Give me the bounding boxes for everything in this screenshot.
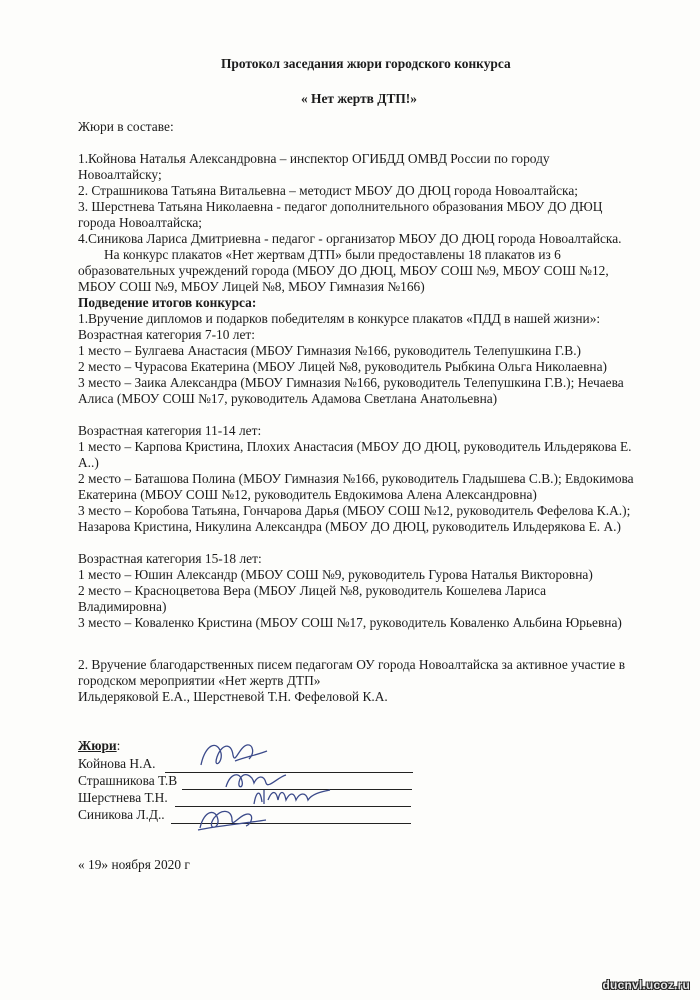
award-line: 3 место – Коваленко Кристина (МБОУ СОШ №17, руководитель Коваленко Альбина Юрьевна) [78, 615, 622, 630]
signatory-name: Койнова Н.А. [78, 756, 156, 771]
section2-line: городском мероприятии «Нет жертв ДТП» [78, 673, 321, 688]
document-date: « 19» ноября 2020 г [78, 857, 190, 872]
intro-paragraph-line: На конкурс плакатов «Нет жертвам ДТП» были предоставлены 18 плакатов из 6 [104, 247, 561, 262]
award-line: Алиса (МБОУ СОШ №17, руководитель Адамова Светлана Анатольевна) [78, 391, 498, 406]
award-line: Екатерина (МБОУ СОШ №12, руководитель Евдокимова Алена Александровна) [78, 487, 537, 502]
award-line: 1 место – Карпова Кристина, Плохих Анастасия (МБОУ ДО ДЮЦ, руководитель Ильдерякова Е. [78, 439, 632, 454]
signature-scribble-sinikova [192, 800, 272, 836]
category-title: Возрастная категория 15-18 лет: [78, 551, 262, 566]
award-line: 3 место – Коробова Татьяна, Гончарова Дарья (МБОУ СОШ №12, руководитель Фефелова К.А.); [78, 503, 631, 518]
section2-line: Ильдеряковой Е.А., Шерстневой Т.Н. Фефеловой К.А. [78, 689, 388, 704]
jury-member-line: 3. Шерстнева Татьяна Николаевна - педагог дополнительного образования МБОУ ДО ДЮЦ [78, 199, 603, 214]
jury-intro: Жюри в составе: [78, 119, 174, 134]
signatures-heading [78, 738, 120, 754]
jury-member-line: 2. Страшникова Татьяна Витальевна – методист МБОУ ДО ДЮЦ города Новоалтайска; [78, 183, 579, 198]
award-line: 2 место – Баташова Полина (МБОУ Гимназия №166, руководитель Гладышева С.В.); Евдокимова [78, 471, 634, 486]
award-line: 3 место – Заика Александра (МБОУ Гимназия №166, руководитель Телепушкина Г.В.); Нечаева [78, 375, 624, 390]
award-line: 1 место – Булгаева Анастасия (МБОУ Гимназия №166, руководитель Телепушкина Г.В.) [78, 343, 582, 358]
signatures-heading-label: Жюри [78, 738, 117, 753]
award-line: А..) [78, 455, 99, 470]
signatures-heading-colon: : [116, 738, 121, 753]
signatory-name: Шерстнева Т.Н. [78, 790, 168, 805]
section1-heading: 1.Вручение дипломов и подарков победителям в конкурсе плакатов «ПДД в нашей жизни»: [78, 311, 601, 326]
document-title: Протокол заседания жюри городского конкурса [221, 56, 511, 71]
category-title: Возрастная категория 11-14 лет: [78, 423, 262, 438]
signatory-name: Синикова Л.Д.. [78, 807, 165, 822]
jury-member-line: Новоалтайску; [78, 167, 162, 182]
jury-member-line: 4.Синикова Лариса Дмитриевна - педагог - организатор МБОУ ДО ДЮЦ города Новоалтайска. [78, 231, 622, 246]
award-line: 2 место – Красноцветова Вера (МБОУ Лицей №8, руководитель Кошелева Лариса [78, 583, 547, 598]
results-heading: Подведение итогов конкурса: [78, 295, 257, 310]
jury-member-line: 1.Койнова Наталья Александровна – инспектор ОГИБДД ОМВД России по городу [78, 151, 550, 166]
jury-member-line: города Новоалтайска; [78, 215, 203, 230]
award-line: 1 место – Юшин Александр (МБОУ СОШ №9, руководитель Гурова Наталья Викторовна) [78, 567, 593, 582]
award-line: Назарова Кристина, Никулина Александра (МБОУ ДО ДЮЦ, руководитель Ильдерякова Е. А.) [78, 519, 621, 534]
category-title: Возрастная категория 7-10 лет: [78, 327, 255, 342]
award-line: 2 место – Чурасова Екатерина (МБОУ Лицей №8, руководитель Рыбкина Ольга Николаевна) [78, 359, 608, 374]
award-line: Владимировна) [78, 599, 167, 614]
intro-paragraph-line: образовательных учреждений города (МБОУ ДО ДЮЦ, МБОУ СОШ №9, МБОУ СОШ №12, [78, 263, 609, 278]
signatory-name: Страшникова Т.В [78, 773, 178, 788]
watermark: ducnvl.ucoz.ru [602, 978, 690, 992]
intro-paragraph-line: МБОУ СОШ №9, МБОУ Лицей №8, МБОУ Гимназия №166) [78, 279, 425, 294]
section2-line: 2. Вручение благодарственных писем педагогам ОУ города Новоалтайска за активное участие в [78, 657, 626, 672]
document-subtitle: « Нет жертв ДТП!» [301, 91, 417, 106]
